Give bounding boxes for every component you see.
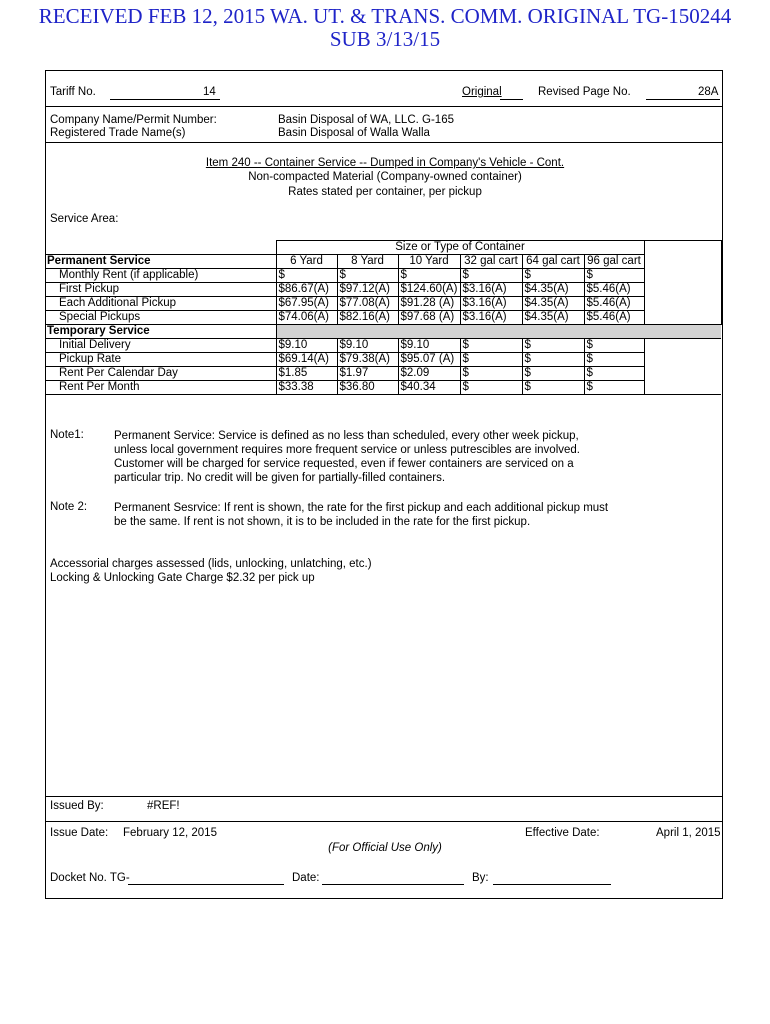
rate-cell: $1.97 (337, 367, 398, 381)
item-subtitle-2: Rates stated per container, per pickup (288, 186, 482, 198)
date-label: Date: (292, 872, 320, 884)
column-header: 96 gal cart (584, 255, 644, 269)
rate-cell: $ (522, 339, 584, 353)
row-label: Monthly Rent (if applicable) (45, 269, 276, 283)
docket-label: Docket No. TG- (50, 872, 130, 884)
rate-cell: $5.46(A) (584, 283, 644, 297)
rate-cell: $36.80 (337, 381, 398, 395)
rate-cell: $9.10 (276, 339, 337, 353)
service-area-label: Service Area: (50, 213, 119, 225)
rate-cell: $97.12(A) (337, 283, 398, 297)
rate-cell: $4.35(A) (522, 297, 584, 311)
table-row (45, 269, 721, 283)
rate-cell: $3.16(A) (460, 297, 522, 311)
effective-date-value: April 1, 2015 (656, 827, 721, 839)
rate-cell: $124.60(A) (398, 283, 460, 297)
accessorial-line-1: Accessorial charges assessed (lids, unlocking, unlatching, etc.) (50, 558, 372, 570)
table-header-row-group (45, 241, 721, 255)
by-label: By: (472, 872, 489, 884)
rate-cell: $69.14(A) (276, 353, 337, 367)
rate-cell: $9.10 (337, 339, 398, 353)
table-row (45, 297, 721, 311)
rate-cell: $ (460, 367, 522, 381)
row-label: Special Pickups (45, 311, 276, 325)
rate-cell: $ (584, 269, 644, 283)
note1-line: particular trip. No credit will be given for partially-filled containers. (114, 472, 446, 484)
rate-cell: $ (522, 381, 584, 395)
permanent-service-heading: Permanent Service (45, 255, 276, 269)
issue-date-label: Issue Date: (50, 827, 109, 839)
docket-field-line[interactable] (128, 884, 284, 885)
footer-divider (45, 796, 723, 797)
rate-cell: $77.08(A) (337, 297, 398, 311)
note1-line: Customer will be charged for service requested, even if fewer containers are serviced on a (114, 458, 574, 470)
rate-cell: $4.35(A) (522, 311, 584, 325)
column-header: 32 gal cart (460, 255, 522, 269)
rate-cell: $1.85 (276, 367, 337, 381)
company-label: Company Name/Permit Number: (50, 114, 217, 126)
rate-cell: $3.16(A) (460, 283, 522, 297)
column-header: 6 Yard (276, 255, 337, 269)
rate-cell: $ (522, 367, 584, 381)
original-label: Original (462, 86, 502, 98)
rate-cell: $2.09 (398, 367, 460, 381)
rate-cell: $ (276, 269, 337, 283)
rate-cell: $3.16(A) (460, 311, 522, 325)
rate-cell: $91.28 (A) (398, 297, 460, 311)
tariff-number: 14 (203, 86, 216, 98)
effective-date-label: Effective Date: (525, 827, 600, 839)
original-underline (500, 99, 523, 100)
container-group-header: Size or Type of Container (276, 241, 644, 255)
rate-cell: $40.34 (398, 381, 460, 395)
revised-underline (646, 99, 720, 100)
rate-cell: $ (460, 353, 522, 367)
accessorial-line-2: Locking & Unlocking Gate Charge $2.32 per pick up (50, 572, 315, 584)
rate-cell: $ (584, 353, 644, 367)
company-value: Basin Disposal of WA, LLC. G-165 (278, 114, 454, 126)
row-label: Rent Per Calendar Day (45, 367, 276, 381)
note1-line: unless local government requires more frequent service or unless putrescibles are involved. (114, 444, 580, 456)
rate-cell: $ (398, 269, 460, 283)
rate-cell: $82.16(A) (337, 311, 398, 325)
rate-cell: $79.38(A) (337, 353, 398, 367)
note1-line: Permanent Service: Service is defined as no less than scheduled, every other week pickup, (114, 430, 579, 442)
note2-label: Note 2: (50, 501, 88, 513)
note1-text (114, 429, 580, 485)
rate-cell: $ (460, 381, 522, 395)
row-label: Rent Per Month (45, 381, 276, 395)
rate-cell: $ (522, 353, 584, 367)
rate-cell: $4.35(A) (522, 283, 584, 297)
tariff-label: Tariff No. (50, 86, 96, 98)
rate-cell: $ (460, 269, 522, 283)
rate-cell: $33.38 (276, 381, 337, 395)
row-label: Initial Delivery (45, 339, 276, 353)
temporary-service-heading: Temporary Service (45, 325, 276, 339)
row-label: First Pickup (45, 283, 276, 297)
column-header: 8 Yard (337, 255, 398, 269)
temporary-service-row (45, 325, 721, 339)
by-field-line[interactable] (493, 884, 611, 885)
issued-by-label: Issued By: (50, 800, 104, 812)
rate-cell: $5.46(A) (584, 311, 644, 325)
issue-divider (45, 821, 723, 822)
trade-name-value: Basin Disposal of Walla Walla (278, 127, 430, 139)
note2-text (114, 501, 608, 529)
rate-cell: $95.07 (A) (398, 353, 460, 367)
table-row (45, 283, 721, 297)
issue-date-value: February 12, 2015 (123, 827, 217, 839)
trade-name-label: Registered Trade Name(s) (50, 127, 186, 139)
rate-cell: $ (522, 269, 584, 283)
revised-page-label: Revised Page No. (538, 86, 631, 98)
rate-cell: $9.10 (398, 339, 460, 353)
table-row (45, 311, 721, 325)
company-divider (45, 142, 723, 143)
note1-label: Note1: (50, 429, 84, 441)
header-divider (45, 106, 723, 107)
rate-cell: $ (584, 367, 644, 381)
table-row (45, 339, 721, 353)
rate-cell: $ (337, 269, 398, 283)
revised-page-number: 28A (698, 86, 719, 98)
table-header-row (45, 255, 721, 269)
issued-by-value: #REF! (147, 800, 180, 812)
table-row (45, 367, 721, 381)
rate-cell: $5.46(A) (584, 297, 644, 311)
rates-table (45, 240, 722, 395)
tariff-underline (110, 99, 220, 100)
rate-cell: $67.95(A) (276, 297, 337, 311)
rate-cell: $ (460, 339, 522, 353)
item-title: Item 240 -- Container Service -- Dumped in Company's Vehicle - Cont. (205, 157, 565, 169)
date-field-line[interactable] (322, 884, 464, 885)
table-row (45, 381, 721, 395)
received-stamp-line2: SUB 3/13/15 (329, 27, 441, 51)
received-stamp-line1: RECEIVED FEB 12, 2015 WA. UT. & TRANS. COMM. ORIGINAL TG-150244 (38, 4, 732, 28)
column-header: 64 gal cart (522, 255, 584, 269)
column-header: 10 Yard (398, 255, 460, 269)
row-label: Pickup Rate (45, 353, 276, 367)
rate-cell: $ (584, 339, 644, 353)
row-label: Each Additional Pickup (45, 297, 276, 311)
item-subtitle-1: Non-compacted Material (Company-owned container) (248, 171, 522, 183)
rate-cell: $ (584, 381, 644, 395)
note2-line: Permanent Sesrvice: If rent is shown, the rate for the first pickup and each additional pickup must (114, 502, 609, 514)
note2-line: be the same. If rent is not shown, it is to be included in the rate for the first pickup. (114, 516, 531, 528)
rate-cell: $97.68 (A) (398, 311, 460, 325)
official-use-label: (For Official Use Only) (328, 842, 442, 854)
rate-cell: $86.67(A) (276, 283, 337, 297)
table-row (45, 353, 721, 367)
rate-cell: $74.06(A) (276, 311, 337, 325)
